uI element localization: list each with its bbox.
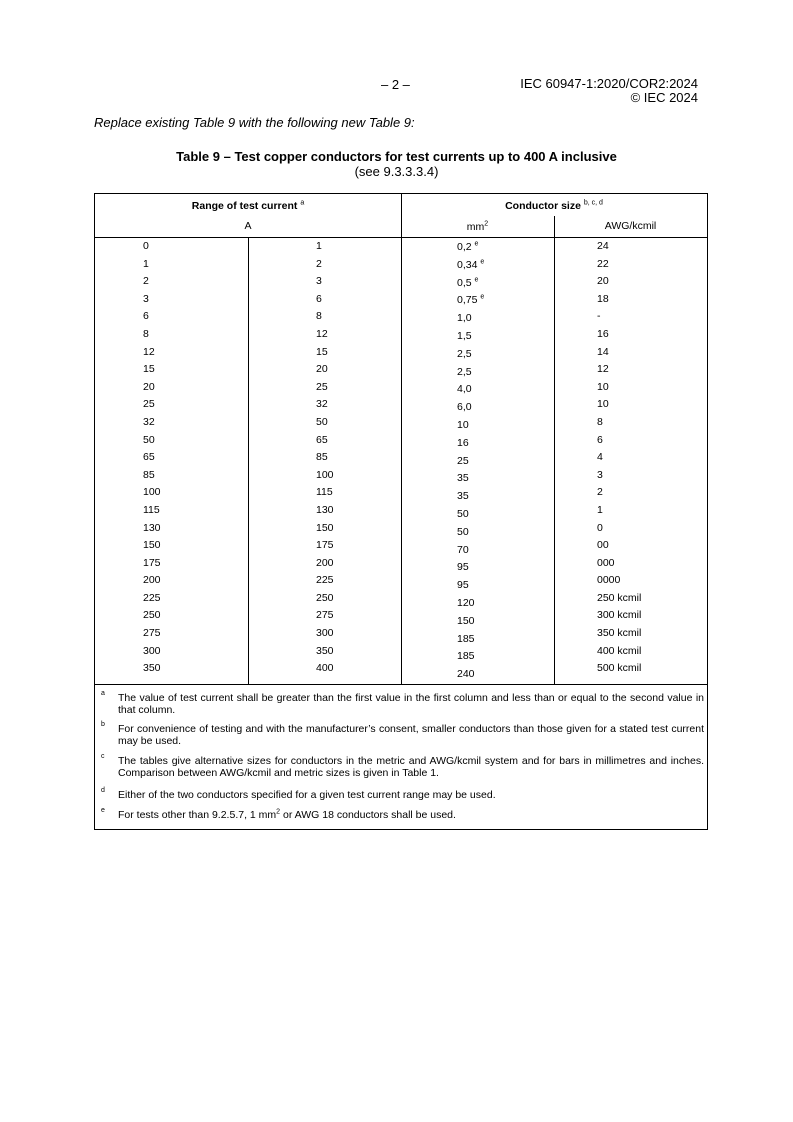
awg-cell: 350 kcmil xyxy=(597,627,642,640)
range-from-cell: 130 xyxy=(143,521,161,534)
mm2-cell xyxy=(457,524,484,542)
awg-cell: 24 xyxy=(597,240,609,252)
awg-cell: 0000 xyxy=(597,574,621,587)
range-from-cell: 12 xyxy=(143,345,155,358)
range-to-cell: 50 xyxy=(316,415,328,428)
mm2-cell xyxy=(457,417,484,435)
range-from-cell: 200 xyxy=(143,574,161,587)
awg-cell: 20 xyxy=(597,275,609,288)
mm2-cell xyxy=(457,666,484,684)
awg-cell: 00 xyxy=(597,539,609,552)
range-from-cell: 32 xyxy=(143,415,155,428)
mm2-value: 2,5 xyxy=(457,347,472,360)
mm2-cell xyxy=(457,381,484,399)
mm2-cell xyxy=(457,648,484,666)
range-from-cell: 85 xyxy=(143,468,155,481)
mm2-value: 0,2 xyxy=(457,241,472,253)
mm2-value: 240 xyxy=(457,668,475,681)
note-mark: e xyxy=(101,807,105,814)
range-to-cell: 100 xyxy=(316,468,334,481)
mm-header xyxy=(401,221,554,233)
awg-cell: - xyxy=(597,310,601,323)
mm2-value: 0,75 xyxy=(457,294,478,307)
mm2-cell xyxy=(457,613,484,631)
mm2-value: 185 xyxy=(457,650,475,663)
range-header-label: Range of test current xyxy=(191,200,298,212)
mm2-value: 1,5 xyxy=(457,329,472,342)
mm2-cell xyxy=(457,559,484,577)
range-from-cell: 15 xyxy=(143,363,155,376)
range-to-cell: 20 xyxy=(316,363,328,376)
mm2-cell xyxy=(457,275,484,293)
mm2-cell xyxy=(457,470,484,488)
document-id: IEC 60947-1:2020/COR2:2024 xyxy=(520,76,698,91)
mm2-value: 25 xyxy=(457,454,469,467)
range-from-cell: 50 xyxy=(143,433,155,446)
mm2-footnote: e xyxy=(480,258,485,266)
range-header-footnote: a xyxy=(300,199,305,207)
conductor-header xyxy=(401,200,707,212)
mm2-cell xyxy=(457,346,484,364)
range-to-cell: 175 xyxy=(316,539,334,552)
table-subtitle: (see 9.3.3.3.4) xyxy=(354,164,439,179)
notes-divider xyxy=(95,684,707,685)
awg-cell: 10 xyxy=(597,398,609,411)
column-range-to xyxy=(316,238,334,678)
mm2-value: 0,5 xyxy=(457,276,472,289)
range-from-cell: 175 xyxy=(143,556,161,569)
awg-cell: 400 kcmil xyxy=(597,644,642,657)
range-from-cell: 350 xyxy=(143,662,161,675)
awg-cell: 14 xyxy=(597,345,609,358)
range-from-cell: 6 xyxy=(143,310,149,323)
mm2-cell xyxy=(457,328,484,346)
mm2-footnote: e xyxy=(474,240,479,248)
awg-cell: 16 xyxy=(597,327,609,340)
awg-cell: 12 xyxy=(597,363,609,376)
awg-cell: 6 xyxy=(597,433,603,446)
column-mm2 xyxy=(457,239,484,684)
range-to-cell: 350 xyxy=(316,644,334,657)
mm2-cell xyxy=(457,239,484,257)
awg-cell: 3 xyxy=(597,468,603,481)
range-to-cell: 65 xyxy=(316,433,328,446)
range-from-cell: 300 xyxy=(143,644,161,657)
range-from-cell: 250 xyxy=(143,609,161,622)
column-range-from xyxy=(143,238,161,678)
mm2-value: 4,0 xyxy=(457,383,472,396)
column-awg-kcmil xyxy=(597,238,641,678)
awg-cell: 18 xyxy=(597,292,609,305)
awg-header: AWG/kcmil xyxy=(604,220,657,232)
note-text-part: or AWG 18 conductors shall be used. xyxy=(280,809,456,821)
range-from-cell: 3 xyxy=(143,292,149,305)
range-to-cell: 115 xyxy=(316,486,333,499)
mm2-value: 120 xyxy=(457,596,475,609)
mm2-value: 35 xyxy=(457,472,469,485)
mm2-value: 0,34 xyxy=(457,258,478,271)
range-to-cell: 85 xyxy=(316,451,328,464)
awg-cell: 22 xyxy=(597,257,609,270)
awg-cell: 000 xyxy=(597,556,615,569)
range-to-cell: 15 xyxy=(316,345,328,358)
range-to-cell: 300 xyxy=(316,627,334,640)
mm2-cell xyxy=(457,364,484,382)
mm2-footnote: e xyxy=(474,276,479,284)
mm-header-sup: 2 xyxy=(484,220,489,228)
conductor-table xyxy=(94,193,708,830)
mm2-value: 1,0 xyxy=(457,312,472,325)
mm2-cell xyxy=(457,488,484,506)
mm2-cell xyxy=(457,631,484,649)
note-text: The tables give alternative sizes for conductors in the metric and AWG/kcmil system and for bars in millimetres and inches. Comparison between AWG/kcmil and metric sizes is given in Table 1. xyxy=(118,755,704,779)
range-from-cell: 275 xyxy=(143,627,161,640)
note-mark: a xyxy=(101,690,105,697)
range-from-cell: 2 xyxy=(143,275,149,288)
range-from-cell: 1 xyxy=(143,257,149,270)
range-to-cell: 25 xyxy=(316,380,328,393)
range-to-cell: 12 xyxy=(316,327,328,340)
mm2-cell xyxy=(457,506,484,524)
instruction-text: Replace existing Table 9 with the following new Table 9: xyxy=(94,115,415,130)
range-to-cell: 150 xyxy=(316,521,334,534)
range-unit: A xyxy=(244,220,252,232)
range-to-cell: 6 xyxy=(316,292,322,305)
range-to-cell: 225 xyxy=(316,574,334,587)
mm2-value: 16 xyxy=(457,436,469,449)
mm2-value: 35 xyxy=(457,490,469,503)
mm2-cell xyxy=(457,435,484,453)
divider-from-to xyxy=(248,238,249,685)
mm-header-label: mm xyxy=(466,221,485,233)
mm2-value: 70 xyxy=(457,543,469,556)
awg-cell: 300 kcmil xyxy=(597,609,642,622)
note-text-part: For tests other than 9.2.5.7, 1 mm xyxy=(118,809,277,821)
mm2-value: 50 xyxy=(457,525,469,538)
page-number: – 2 – xyxy=(381,77,410,92)
range-to-cell: 1 xyxy=(316,240,322,252)
range-to-cell: 3 xyxy=(316,275,322,288)
mm2-footnote: e xyxy=(480,293,485,301)
mm2-value: 50 xyxy=(457,507,469,520)
awg-cell: 500 kcmil xyxy=(597,662,642,675)
mm2-value: 10 xyxy=(457,418,469,431)
range-from-cell: 8 xyxy=(143,327,149,340)
note-mark: c xyxy=(101,753,105,760)
note-text: For convenience of testing and with the manufacturer’s consent, smaller conductors than those given for a stated test current may be used. xyxy=(118,723,704,747)
range-to-cell: 275 xyxy=(316,609,334,622)
awg-cell: 1 xyxy=(597,503,603,516)
mm2-cell xyxy=(457,453,484,471)
mm2-cell xyxy=(457,577,484,595)
range-to-cell: 250 xyxy=(316,591,334,604)
note-text-sup: 2 xyxy=(276,808,281,816)
range-from-cell: 20 xyxy=(143,380,155,393)
mm2-value: 2,5 xyxy=(457,365,472,378)
range-from-cell: 25 xyxy=(143,398,155,411)
mm2-value: 150 xyxy=(457,614,475,627)
range-header xyxy=(95,200,401,212)
awg-cell: 2 xyxy=(597,486,603,499)
range-from-cell: 115 xyxy=(143,503,160,516)
mm2-cell xyxy=(457,257,484,275)
awg-cell: 250 kcmil xyxy=(597,591,642,604)
mm2-cell xyxy=(457,310,484,328)
awg-cell: 0 xyxy=(597,521,603,534)
range-to-cell: 130 xyxy=(316,503,334,516)
range-from-cell: 65 xyxy=(143,451,155,464)
note-mark: b xyxy=(101,721,105,728)
range-from-cell: 100 xyxy=(143,486,161,499)
range-to-cell: 400 xyxy=(316,662,334,675)
mm2-cell xyxy=(457,292,484,310)
copyright: © IEC 2024 xyxy=(630,90,698,105)
note-text: Either of the two conductors specified for a given test current range may be used. xyxy=(118,789,496,801)
conductor-header-footnote: b, c, d xyxy=(583,199,603,207)
mm2-value: 185 xyxy=(457,632,475,645)
table-title: Table 9 – Test copper conductors for test currents up to 400 A inclusive xyxy=(176,149,617,164)
conductor-header-label: Conductor size xyxy=(505,200,581,212)
range-from-cell: 150 xyxy=(143,539,161,552)
document-id-block xyxy=(520,77,698,105)
range-to-cell: 200 xyxy=(316,556,334,569)
range-to-cell: 2 xyxy=(316,257,322,270)
note-text xyxy=(118,810,704,822)
note-text: The value of test current shall be greater than the first value in the first column and less than or equal to the second value in that column. xyxy=(118,692,704,716)
mm2-cell xyxy=(457,399,484,417)
note-mark: d xyxy=(101,787,105,794)
awg-cell: 10 xyxy=(597,380,609,393)
range-from-cell: 225 xyxy=(143,591,161,604)
awg-cell: 4 xyxy=(597,451,603,464)
divider-range-conductor xyxy=(401,194,402,685)
divider-mm-awg xyxy=(554,216,555,685)
range-to-cell: 32 xyxy=(316,398,328,411)
mm2-value: 95 xyxy=(457,561,469,574)
mm2-cell xyxy=(457,595,484,613)
mm2-cell xyxy=(457,542,484,560)
range-to-cell: 8 xyxy=(316,310,322,323)
mm2-value: 95 xyxy=(457,579,469,592)
awg-cell: 8 xyxy=(597,415,603,428)
range-from-cell: 0 xyxy=(143,240,149,252)
mm2-value: 6,0 xyxy=(457,401,472,414)
